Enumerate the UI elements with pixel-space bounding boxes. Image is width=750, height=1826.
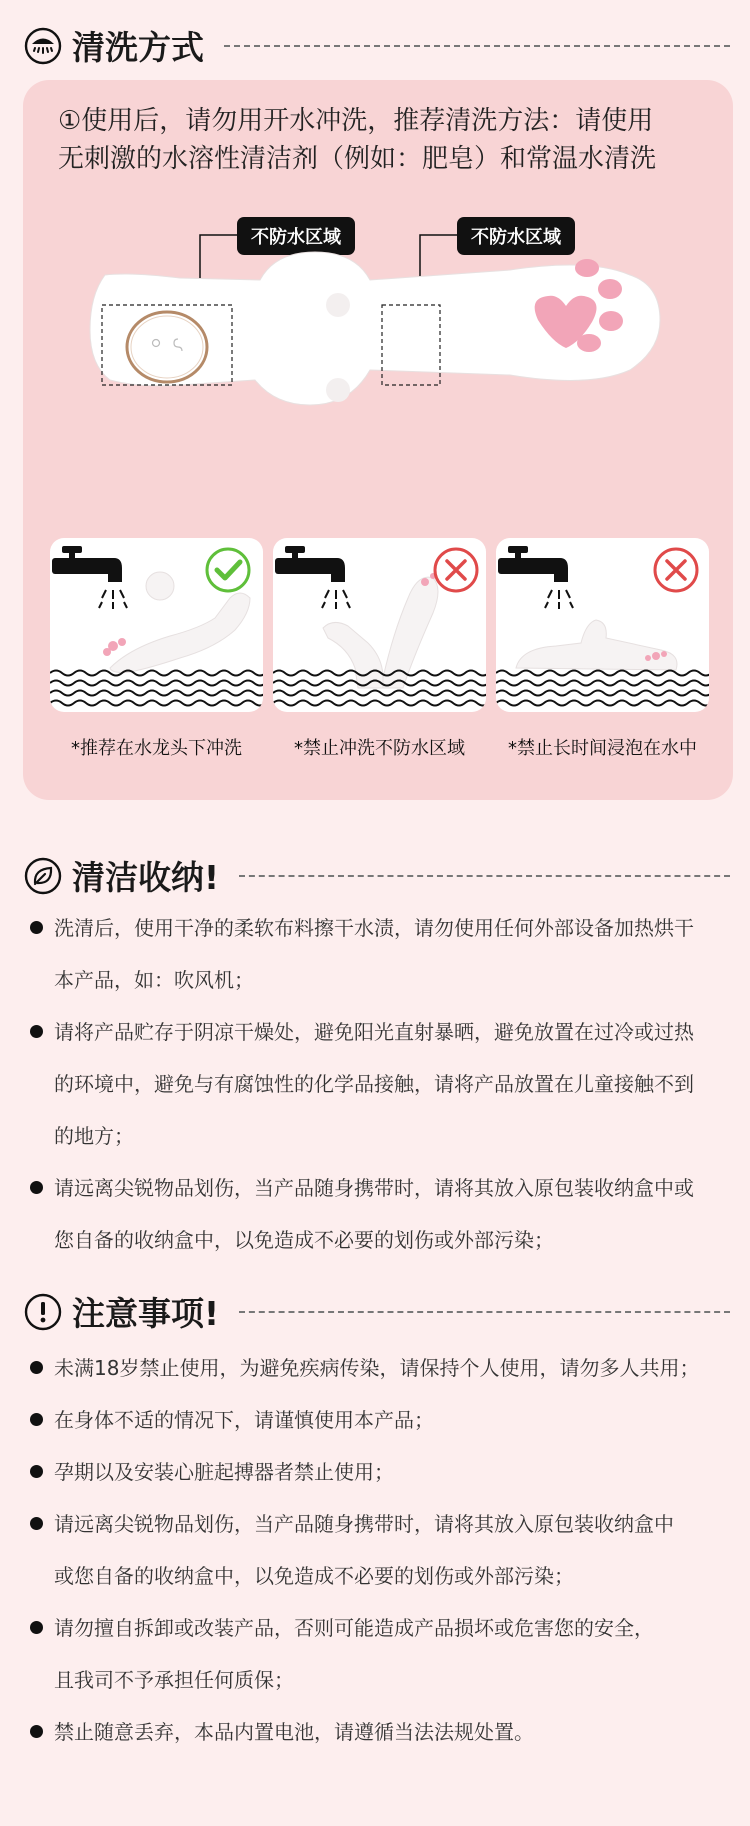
list-item-line: 且我司不予承担任何质保； [54,1668,294,1692]
divider [224,45,730,47]
cleaning-title: 清洗方式 [72,28,204,67]
list-item-line: 您自备的收纳盒中，以免造成不必要的划伤或外部污染； [54,1228,554,1252]
notice-list [30,1352,699,1768]
panel-caption: *推荐在水龙头下冲洗 [71,738,242,759]
list-item-line: 或您自备的收纳盒中，以免造成不必要的划伤或外部污染； [54,1564,574,1588]
list-item-line: 请将产品贮存于阴凉干燥处，避免阳光直射暴晒，避免放置在过冷或过热 [54,1020,694,1044]
list-item-line: 洗清后，使用干净的柔软布料擦干水渍，请勿使用任何外部设备加热烘干 [54,916,694,940]
list-item [30,1172,694,1224]
storage-title: 清洁收纳! [72,858,220,897]
list-item [30,1456,699,1508]
faucet-icon [52,546,127,609]
bullet [30,921,43,934]
divider [239,1311,730,1313]
list-item [30,1016,694,1068]
callout-right: 不防水区域 [457,217,575,255]
list-item-continuation [30,1560,699,1612]
panel-no-rinse-area [273,538,486,712]
leaf-icon [24,857,62,895]
panel-no-soaking [496,538,709,712]
list-item [30,1404,699,1456]
intro-line: 无刺激的水溶性清洁剂（例如：肥皂）和常温水清洗 [58,144,657,174]
list-item-continuation [30,1664,699,1716]
list-item-continuation [30,964,694,1016]
bullet [30,1025,43,1038]
list-item-line: 请远离尖锐物品划伤，当产品随身携带时，请将其放入原包装收纳盒中或 [54,1176,694,1200]
list-item-continuation [30,1224,694,1276]
list-item-continuation [30,1068,694,1120]
list-item-line: 的环境中，避免与有腐蚀性的化学品接触，请将产品放置在儿童接触不到 [54,1072,694,1096]
storage-section-header [24,852,730,899]
panel-recommended [50,538,263,712]
list-item-line: 在身体不适的情况下，请谨慎使用本产品； [54,1408,434,1432]
check-icon [207,549,249,591]
list-item-line: 的地方； [54,1124,134,1148]
storage-list [30,912,694,1276]
cross-icon [435,549,477,591]
list-item [30,1352,699,1404]
notice-title: 注意事项! [72,1294,220,1333]
list-item [30,1508,699,1560]
panel-caption: *禁止冲洗不防水区域 [294,738,465,759]
list-item-line: 请远离尖锐物品划伤，当产品随身携带时，请将其放入原包装收纳盒中 [54,1512,674,1536]
list-item [30,1716,699,1768]
bullet [30,1465,43,1478]
faucet-icon [498,546,573,609]
bullet [30,1621,43,1634]
cleaning-intro [58,102,718,178]
bullet [30,1517,43,1530]
list-item-line: 请勿擅自拆卸或改装产品，否则可能造成产品损坏或危害您的安全， [54,1616,654,1640]
cleaning-section-header [24,22,730,69]
exclamation-icon [24,1293,62,1331]
list-item-line: 本产品，如：吹风机； [54,968,254,992]
notice-section-header [24,1288,730,1335]
list-item-line: 禁止随意丢弃，本品内置电池，请遵循当法法规处置。 [54,1720,534,1744]
bullet [30,1413,43,1426]
bullet [30,1725,43,1738]
intro-line: ①使用后，请勿用开水冲洗，推荐清洗方法：请使用 [58,106,654,136]
divider [239,875,730,877]
list-item [30,1612,699,1664]
cross-icon [655,549,697,591]
shower-icon [24,27,62,65]
list-item-line: 未满18岁禁止使用，为避免疾病传染，请保持个人使用，请勿多人共用； [54,1356,700,1380]
product-illustration [70,210,680,430]
callout-left: 不防水区域 [237,217,355,255]
list-item-line: 孕期以及安装心脏起搏器者禁止使用； [54,1460,394,1484]
list-item [30,912,694,964]
faucet-icon [275,546,350,609]
panel-caption: *禁止长时间浸泡在水中 [508,738,697,759]
bullet [30,1181,43,1194]
bullet [30,1361,43,1374]
list-item-continuation [30,1120,694,1172]
